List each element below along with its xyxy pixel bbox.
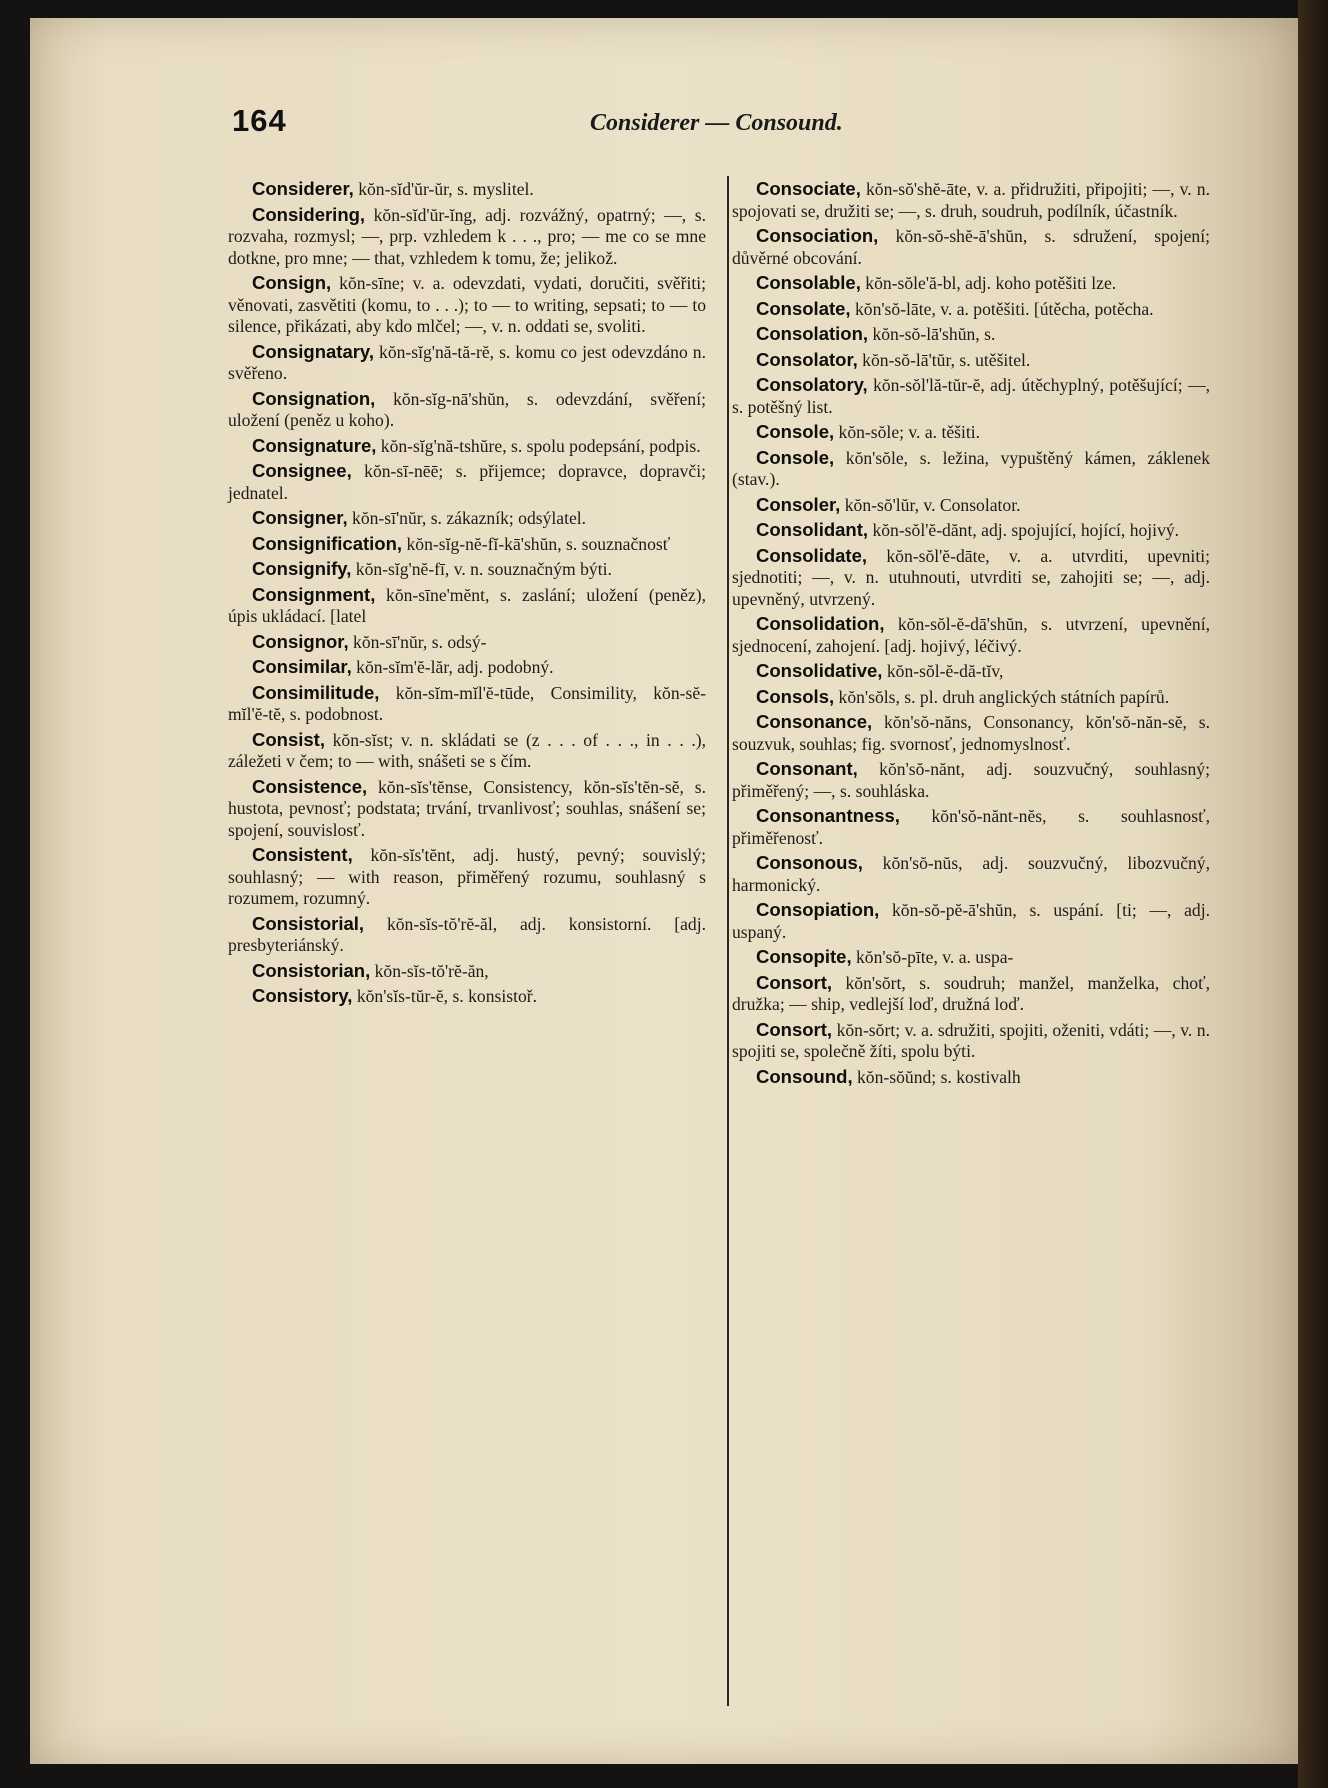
dictionary-entry bbox=[732, 323, 1210, 346]
entry-headword: Consolidate, bbox=[756, 544, 868, 566]
entry-headword: Consopiation, bbox=[756, 899, 880, 920]
dictionary-entry bbox=[732, 805, 1210, 849]
entry-headword: Consistorian, bbox=[252, 959, 371, 981]
entry-headword: Consolation, bbox=[756, 323, 869, 344]
entry-definition: kŏn-sŏrt; v. a. sdružiti, spojiti, oženiti, vdáti; —, v. n. spojiti se, společně žíti, spolu býti. bbox=[732, 1019, 1210, 1061]
entry-definition: kŏn'sĭs-tŭr-ĕ, s. konsistoř. bbox=[356, 986, 538, 1006]
entry-definition: kŏn-sŏl'ĕ-dāte, v. a. utvrditi, upevniti; sjednotiti; —, v. n. utuhnouti, utvrditi se, zahojiti se; —, adj. upevněný, utvrzený. bbox=[732, 545, 1210, 609]
entry-definition: kŏn-sĭm-mĭl'ĕ-tūde, Consimility, kŏn-sĕ-mĭl'ĕ-tĕ, s. podobnost. bbox=[228, 682, 706, 724]
entry-headword: Consociation, bbox=[756, 225, 879, 246]
dictionary-entry bbox=[228, 204, 706, 270]
entry-headword: Consistory, bbox=[252, 985, 353, 1006]
dictionary-entry bbox=[732, 758, 1210, 802]
dictionary-entry bbox=[732, 1066, 1210, 1089]
dictionary-entry bbox=[228, 631, 706, 654]
dictionary-entry bbox=[732, 1019, 1210, 1063]
entry-definition: kŏn-sīne'mĕnt, s. zaslání; uložení (peněz), úpis ukládací. [latel bbox=[228, 584, 706, 626]
entry-definition: kŏn-sĭs-tŏ'rĕ-ăn, bbox=[374, 960, 489, 981]
dictionary-entry bbox=[732, 613, 1210, 657]
entry-headword: Consols, bbox=[756, 685, 835, 707]
book-spine-edge bbox=[1298, 0, 1328, 1788]
entry-headword: Consignment, bbox=[252, 583, 376, 605]
dictionary-entry bbox=[228, 960, 706, 983]
entry-headword: Consolatory, bbox=[756, 374, 868, 395]
dictionary-entry bbox=[732, 972, 1210, 1016]
entry-headword: Consimilar, bbox=[252, 656, 352, 677]
entry-headword: Consignature, bbox=[252, 434, 377, 456]
dictionary-entry bbox=[228, 558, 706, 581]
dictionary-entry bbox=[228, 682, 706, 726]
dictionary-entry bbox=[732, 374, 1210, 418]
dictionary-entry bbox=[732, 519, 1210, 542]
entry-definition: kŏn-sī'nŭr, s. odsý- bbox=[353, 631, 487, 652]
entry-definition: kŏn-sīne; v. a. odevzdati, vydati, doručiti, svěřiti; věnovati, zasvětiti (komu, to . . .); to — to writing, sepsati; to — to silence, přikázati, aby kdo mlčel; —, v. n. oddati se, svoliti. bbox=[228, 273, 706, 336]
entry-definition: kŏn-sĭs'tĕnse, Consistency, kŏn-sĭs'tĕn-sĕ, s. hustota, pevnosť; podstata; trvání, trvanlivosť; souhlas, snášení se; spojení, souvislosť. bbox=[228, 776, 706, 840]
dictionary-entry bbox=[732, 298, 1210, 321]
entry-headword: Consistent, bbox=[252, 844, 353, 865]
entry-definition: kŏn-sŏle'ă-bl, adj. koho potěšiti lze. bbox=[865, 273, 1117, 293]
dictionary-entry bbox=[228, 341, 706, 385]
entry-definition: kŏn-sŏŭnd; s. kostivalh bbox=[857, 1066, 1021, 1087]
entry-definition: kŏn'sŏrt, s. soudruh; manžel, manželka, choť, družka; — ship, vedlejší loď, družná loď. bbox=[732, 972, 1210, 1014]
entry-headword: Consopite, bbox=[756, 946, 852, 967]
entry-headword: Consort, bbox=[756, 971, 833, 993]
left-column bbox=[228, 178, 706, 1011]
dictionary-entry bbox=[228, 460, 706, 504]
column-divider bbox=[727, 176, 729, 1706]
entry-headword: Consoler, bbox=[756, 493, 841, 515]
entry-definition: kŏn-sŏl'ĕ-dănt, adj. spojující, hojící, hojivý. bbox=[872, 520, 1180, 540]
dictionary-entry bbox=[732, 711, 1210, 755]
entry-headword: Consigner, bbox=[252, 507, 348, 528]
entry-headword: Consignee, bbox=[252, 460, 352, 481]
entry-definition: kŏn'sŏ-nŭs, adj. souzvučný, libozvučný, harmonický. bbox=[732, 853, 1210, 895]
entry-definition: kŏn'sŏ-nănt, adj. souzvučný, souhlasný; přiměřený; —, s. souhláska. bbox=[732, 759, 1210, 801]
dictionary-entry bbox=[732, 447, 1210, 491]
entry-headword: Consistence, bbox=[252, 775, 368, 797]
entry-headword: Consolidative, bbox=[756, 660, 883, 681]
entry-definition: kŏn'sŏ-năns, Consonancy, kŏn'sŏ-năn-sĕ, s. souzvuk, souhlas; fig. svornosť, jednomyslnosť. bbox=[732, 712, 1210, 754]
entry-headword: Consociate, bbox=[756, 178, 861, 199]
entry-definition: kŏn-sŏl-ĕ-dā'shŭn, s. utvrzení, upevnění, sjednocení, zahojení. [adj. hojivý, léčivý. bbox=[732, 614, 1210, 656]
entry-headword: Consignification, bbox=[252, 532, 403, 554]
entry-headword: Consonous, bbox=[756, 852, 863, 873]
entry-definition: kŏn-sĭg-nā'shŭn, s. odevzdání, svěření; uložení (peněz u koho). bbox=[228, 388, 706, 430]
entry-headword: Consolidant, bbox=[756, 519, 869, 540]
entry-definition: kŏn-sŏ'lŭr, v. Consolator. bbox=[844, 494, 1021, 515]
entry-headword: Console, bbox=[756, 446, 835, 468]
entry-definition: kŏn-sĭs-tŏ'rĕ-ăl, adj. konsistorní. [adj. presbyteriánský. bbox=[228, 913, 707, 955]
dictionary-entry bbox=[732, 272, 1210, 295]
dictionary-entry bbox=[228, 913, 706, 957]
dictionary-entry bbox=[228, 435, 706, 458]
dictionary-entry bbox=[228, 178, 706, 201]
running-head: Considerer — Consound. bbox=[590, 110, 843, 136]
page-number: 164 bbox=[232, 103, 287, 138]
entry-definition: kŏn'sŏ-nănt-nĕs, s. souhlasnosť, přiměřenosť. bbox=[732, 806, 1210, 848]
dictionary-entry bbox=[732, 178, 1210, 222]
entry-headword: Console, bbox=[756, 421, 835, 442]
dictionary-entry bbox=[228, 729, 706, 773]
entry-headword: Consistorial, bbox=[252, 912, 365, 934]
entry-headword: Consist, bbox=[252, 728, 325, 750]
entry-headword: Consonance, bbox=[756, 711, 873, 732]
dictionary-entry bbox=[228, 272, 706, 338]
dictionary-entry bbox=[732, 349, 1210, 372]
dictionary-entry bbox=[228, 656, 706, 679]
dictionary-entry bbox=[732, 225, 1210, 269]
entry-definition: kŏn-sĭg-nĕ-fĭ-kā'shŭn, s. souznačnosť bbox=[406, 533, 671, 554]
entry-headword: Consignatary, bbox=[252, 340, 374, 362]
entry-definition: kŏn-sŏ-shĕ-ā'shŭn, s. sdružení, spojení; důvěrné obcování. bbox=[732, 226, 1210, 268]
dictionary-entry bbox=[228, 533, 706, 556]
entry-definition: kŏn'sŏ-pīte, v. a. uspa- bbox=[856, 947, 1014, 967]
entry-headword: Considerer, bbox=[252, 178, 354, 199]
entry-definition: kŏn-sĭm'ĕ-lăr, adj. podobný. bbox=[356, 657, 554, 677]
entry-headword: Consolator, bbox=[756, 348, 858, 370]
dictionary-entry bbox=[228, 844, 706, 910]
dictionary-entry bbox=[228, 388, 706, 432]
entry-definition: kŏn'sŏ-lāte, v. a. potěšiti. [útěcha, potěcha. bbox=[854, 298, 1154, 319]
entry-definition: kŏn-sŏle; v. a. těšiti. bbox=[838, 422, 981, 442]
entry-definition: kŏn-sĭd'ŭr-ŭr, s. myslitel. bbox=[358, 179, 534, 199]
entry-headword: Consignify, bbox=[252, 558, 352, 579]
entry-definition: kŏn-sĭd'ŭr-ĭng, adj. rozvážný, opatrný; —, s. rozvaha, rozmysl; —, prp. vzhledem k . . ., pro; — me co se mne dotkne, pro mne; — that, vzhledem k tomu, že; jelikož. bbox=[228, 204, 706, 268]
dictionary-entry bbox=[732, 660, 1210, 683]
dictionary-entry bbox=[732, 494, 1210, 517]
dictionary-entry bbox=[732, 852, 1210, 896]
entry-headword: Considering, bbox=[252, 203, 366, 225]
entry-headword: Consolate, bbox=[756, 297, 851, 319]
entry-headword: Consonantness, bbox=[756, 805, 900, 826]
dictionary-entry bbox=[732, 545, 1210, 611]
entry-definition: kŏn-sĭg'nĕ-fī, v. n. souznačným býti. bbox=[355, 559, 612, 579]
entry-definition: kŏn-sī-nēē; s. přijemce; dopravce, dopravči; jednatel. bbox=[228, 461, 706, 503]
entry-definition: kŏn-sĭs'tĕnt, adj. hustý, pevný; souvislý; souhlasný; — with reason, přiměřený rozumu, souhlasný s rozumem, rozumný. bbox=[228, 845, 706, 908]
entry-headword: Consign, bbox=[252, 272, 332, 293]
dictionary-entry bbox=[732, 686, 1210, 709]
entry-definition: kŏn-sĭg'nă-tă-rĕ, s. komu co jest odevzdáno n. svěřeno. bbox=[228, 341, 706, 383]
entry-headword: Consound, bbox=[756, 1065, 853, 1087]
entry-definition: kŏn-sŏl'lă-tŭr-ĕ, adj. útěchyplný, potěšující; —, s. potěšný list. bbox=[732, 375, 1210, 417]
entry-definition: kŏn-sŏ-lā'shŭn, s. bbox=[872, 324, 996, 344]
entry-headword: Consignor, bbox=[252, 630, 349, 652]
entry-headword: Consolable, bbox=[756, 272, 861, 293]
entry-definition: kŏn-sĭst; v. n. skládati se (z . . . of . . ., in . . .), záležeti v čem; to — with, snášeti se s čím. bbox=[228, 729, 706, 771]
dictionary-entry bbox=[228, 507, 706, 530]
entry-headword: Consimilitude, bbox=[252, 681, 380, 703]
entry-definition: kŏn-sŏ-lā'tŭr, s. utěšitel. bbox=[862, 349, 1031, 370]
entry-headword: Consolidation, bbox=[756, 613, 885, 634]
entry-definition: kŏn-sĭg'nă-tshŭre, s. spolu podepsání, podpis. bbox=[380, 435, 701, 456]
entry-definition: kŏn-sŏ'shĕ-āte, v. a. přidružiti, připojiti; —, v. n. spojovati se, družiti se; —, s. druh, soudruh, podílník, účastník. bbox=[732, 179, 1211, 221]
dictionary-entry bbox=[228, 776, 706, 842]
entry-definition: kŏn-sī'nŭr, s. zákazník; odsýlatel. bbox=[352, 508, 587, 528]
dictionary-entry bbox=[732, 946, 1210, 969]
dictionary-entry bbox=[732, 421, 1210, 444]
dictionary-entry bbox=[732, 899, 1210, 943]
right-column bbox=[732, 178, 1210, 1091]
entry-definition: kŏn-sŏl-ĕ-dă-tĭv, bbox=[886, 661, 1004, 681]
entry-definition: kŏn'sŏle, s. ležina, vypuštěný kámen, záklenek (stav.). bbox=[732, 447, 1210, 489]
dictionary-entry bbox=[228, 584, 706, 628]
entry-headword: Consignation, bbox=[252, 387, 376, 409]
entry-headword: Consonant, bbox=[756, 758, 858, 779]
entry-definition: kŏn'sŏls, s. pl. druh anglických státních papírů. bbox=[838, 686, 1170, 707]
dictionary-entry bbox=[228, 985, 706, 1008]
entry-definition: kŏn-sŏ-pĕ-ā'shŭn, s. uspání. [ti; —, adj. uspaný. bbox=[732, 900, 1210, 942]
entry-headword: Consort, bbox=[756, 1018, 833, 1040]
